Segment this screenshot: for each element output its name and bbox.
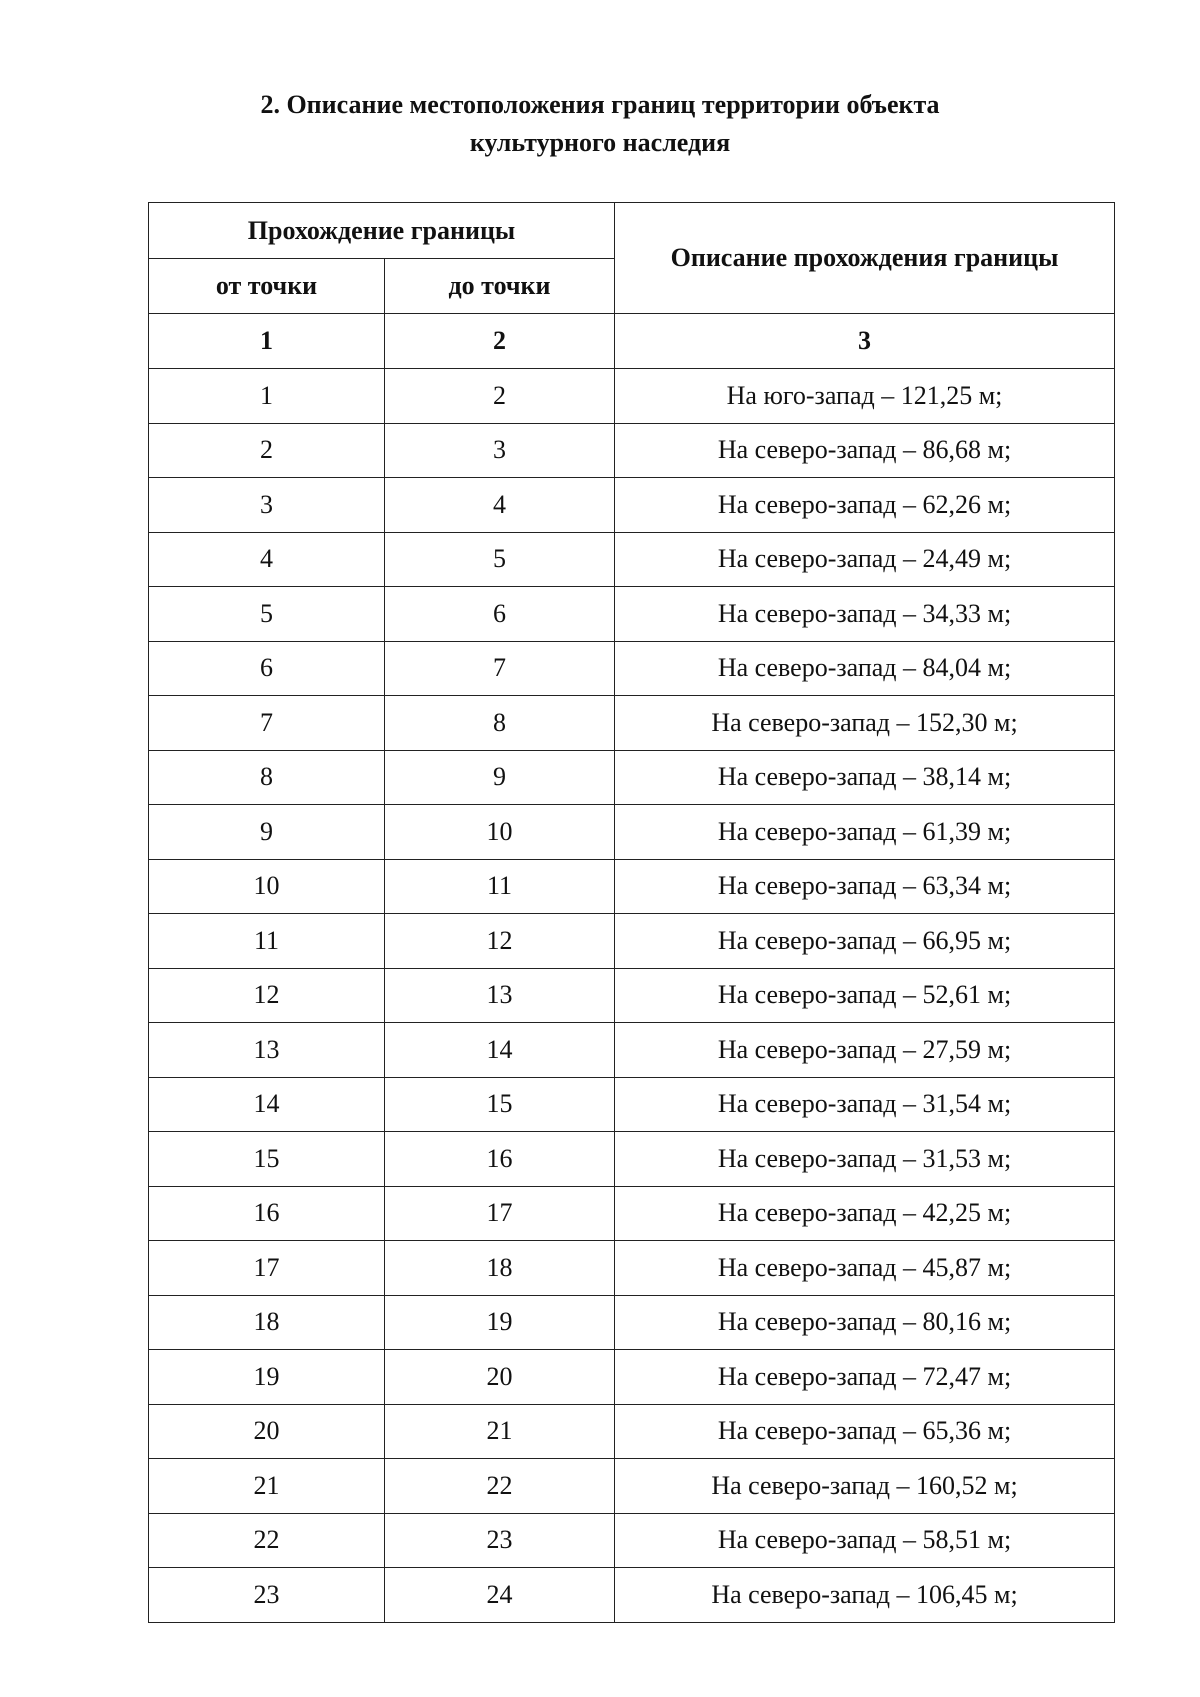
- table-row: [149, 1023, 1115, 1078]
- description-cell: На северо-запад – 62,26 м;: [615, 478, 1115, 533]
- from-point-cell: 22: [149, 1513, 385, 1568]
- description-cell: На северо-запад – 31,53 м;: [615, 1132, 1115, 1187]
- table-row: [149, 1241, 1115, 1296]
- from-point-cell: 19: [149, 1350, 385, 1405]
- from-point-cell: 7: [149, 696, 385, 751]
- from-point-cell: 13: [149, 1023, 385, 1078]
- description-cell: На северо-запад – 72,47 м;: [615, 1350, 1115, 1405]
- to-point-cell: 16: [385, 1132, 615, 1187]
- description-cell: На северо-запад – 63,34 м;: [615, 859, 1115, 914]
- table-row: [149, 587, 1115, 642]
- to-point-cell: 11: [385, 859, 615, 914]
- table-row: [149, 1186, 1115, 1241]
- to-point-cell: 22: [385, 1459, 615, 1514]
- description-cell: На северо-запад – 65,36 м;: [615, 1404, 1115, 1459]
- from-point-cell: 1: [149, 369, 385, 424]
- to-point-cell: 17: [385, 1186, 615, 1241]
- title-line-2: культурного наследия: [469, 128, 731, 157]
- column-number: 1: [149, 314, 385, 369]
- header-boundary-passage: Прохождение границы: [149, 203, 615, 259]
- to-point-cell: 15: [385, 1077, 615, 1132]
- description-cell: На северо-запад – 84,04 м;: [615, 641, 1115, 696]
- description-cell: На северо-запад – 86,68 м;: [615, 423, 1115, 478]
- to-point-cell: 14: [385, 1023, 615, 1078]
- table-row: [149, 1077, 1115, 1132]
- description-cell: На северо-запад – 152,30 м;: [615, 696, 1115, 751]
- table-row: [149, 641, 1115, 696]
- column-number: 3: [615, 314, 1115, 369]
- from-point-cell: 20: [149, 1404, 385, 1459]
- to-point-cell: 5: [385, 532, 615, 587]
- to-point-cell: 3: [385, 423, 615, 478]
- from-point-cell: 4: [149, 532, 385, 587]
- description-cell: На северо-запад – 80,16 м;: [615, 1295, 1115, 1350]
- from-point-cell: 8: [149, 750, 385, 805]
- from-point-cell: 10: [149, 859, 385, 914]
- description-cell: На северо-запад – 45,87 м;: [615, 1241, 1115, 1296]
- to-point-cell: 18: [385, 1241, 615, 1296]
- table-row: [149, 805, 1115, 860]
- header-to-point: до точки: [385, 259, 615, 314]
- table-row: [149, 859, 1115, 914]
- description-cell: На северо-запад – 58,51 м;: [615, 1513, 1115, 1568]
- table-row: [149, 423, 1115, 478]
- to-point-cell: 8: [385, 696, 615, 751]
- table-row: [149, 696, 1115, 751]
- to-point-cell: 7: [385, 641, 615, 696]
- table-row: [149, 1459, 1115, 1514]
- to-point-cell: 19: [385, 1295, 615, 1350]
- from-point-cell: 18: [149, 1295, 385, 1350]
- from-point-cell: 3: [149, 478, 385, 533]
- from-point-cell: 6: [149, 641, 385, 696]
- to-point-cell: 12: [385, 914, 615, 969]
- to-point-cell: 24: [385, 1568, 615, 1623]
- to-point-cell: 4: [385, 478, 615, 533]
- description-cell: На северо-запад – 38,14 м;: [615, 750, 1115, 805]
- from-point-cell: 17: [149, 1241, 385, 1296]
- description-cell: На северо-запад – 61,39 м;: [615, 805, 1115, 860]
- from-point-cell: 5: [149, 587, 385, 642]
- boundary-table: [148, 202, 1115, 1623]
- to-point-cell: 13: [385, 968, 615, 1023]
- description-cell: На северо-запад – 24,49 м;: [615, 532, 1115, 587]
- header-from-point: от точки: [149, 259, 385, 314]
- to-point-cell: 2: [385, 369, 615, 424]
- table-row: [149, 1404, 1115, 1459]
- table-row: [149, 532, 1115, 587]
- description-cell: На северо-запад – 160,52 м;: [615, 1459, 1115, 1514]
- description-cell: На юго-запад – 121,25 м;: [615, 369, 1115, 424]
- table-row: [149, 750, 1115, 805]
- from-point-cell: 2: [149, 423, 385, 478]
- column-number: 2: [385, 314, 615, 369]
- to-point-cell: 21: [385, 1404, 615, 1459]
- from-point-cell: 23: [149, 1568, 385, 1623]
- header-description: Описание прохождения границы: [615, 203, 1115, 314]
- table-row: [149, 478, 1115, 533]
- table-row: [149, 1513, 1115, 1568]
- from-point-cell: 11: [149, 914, 385, 969]
- description-cell: На северо-запад – 27,59 м;: [615, 1023, 1115, 1078]
- table-row: [149, 1295, 1115, 1350]
- to-point-cell: 20: [385, 1350, 615, 1405]
- from-point-cell: 16: [149, 1186, 385, 1241]
- description-cell: На северо-запад – 34,33 м;: [615, 587, 1115, 642]
- table-row: [149, 914, 1115, 969]
- description-cell: На северо-запад – 42,25 м;: [615, 1186, 1115, 1241]
- description-cell: На северо-запад – 106,45 м;: [615, 1568, 1115, 1623]
- from-point-cell: 12: [149, 968, 385, 1023]
- to-point-cell: 23: [385, 1513, 615, 1568]
- description-cell: На северо-запад – 52,61 м;: [615, 968, 1115, 1023]
- to-point-cell: 9: [385, 750, 615, 805]
- description-cell: На северо-запад – 66,95 м;: [615, 914, 1115, 969]
- table-row: [149, 1568, 1115, 1623]
- to-point-cell: 10: [385, 805, 615, 860]
- document-title: [0, 86, 1200, 162]
- from-point-cell: 15: [149, 1132, 385, 1187]
- from-point-cell: 9: [149, 805, 385, 860]
- table-row: [149, 968, 1115, 1023]
- description-cell: На северо-запад – 31,54 м;: [615, 1077, 1115, 1132]
- title-line-1: 2. Описание местоположения границ территории объекта: [260, 90, 940, 119]
- table-row: [149, 1132, 1115, 1187]
- from-point-cell: 14: [149, 1077, 385, 1132]
- table-row: [149, 1350, 1115, 1405]
- to-point-cell: 6: [385, 587, 615, 642]
- from-point-cell: 21: [149, 1459, 385, 1514]
- table-row: [149, 369, 1115, 424]
